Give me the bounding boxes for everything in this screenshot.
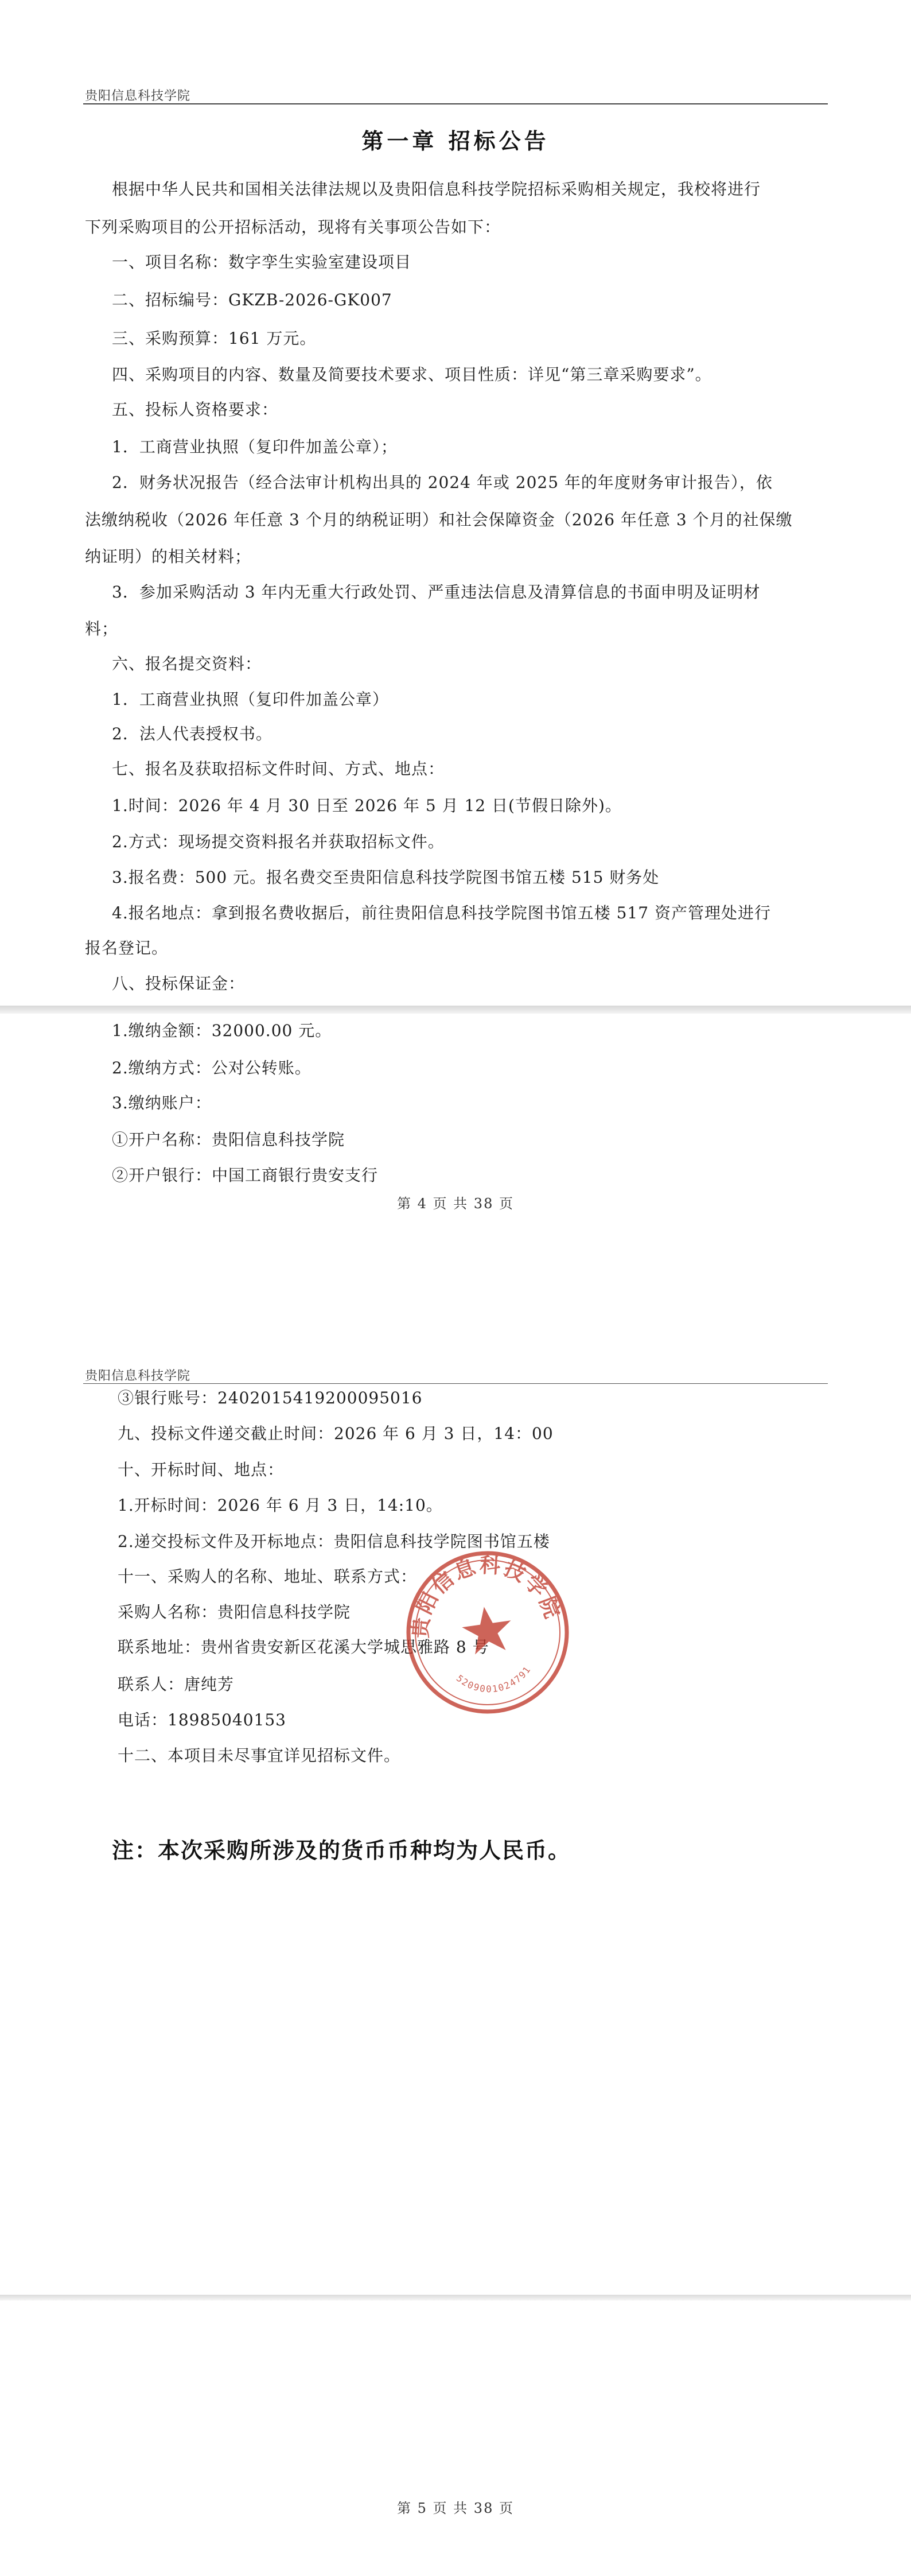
project-content: 四、采购项目的内容、数量及简要技术要求、项目性质：详见“第三章采购要求”。 xyxy=(112,365,712,384)
header-rule xyxy=(83,103,828,104)
page-header: 贵阳信息科技学院 xyxy=(85,89,191,103)
page-footer: 第 5 页 共 38 页 xyxy=(397,2500,514,2516)
seal-text: 贵阳信息科技学院 xyxy=(408,1553,565,1639)
header-rule xyxy=(83,1383,828,1384)
list-item: 3.报名费：500 元。报名费交至贵阳信息科技学院图书馆五楼 515 财务处 xyxy=(112,868,660,887)
contact-phone: 电话：18985040153 xyxy=(118,1710,286,1729)
currency-note: 注：本次采购所涉及的货币币种均为人民币。 xyxy=(112,1838,571,1863)
list-item-cont: 法缴纳税收（2026 年任意 3 个月的纳税证明）和社会保障资金（2026 年任意 3 个月的社保缴 xyxy=(85,510,793,529)
chapter-title: 第一章 招标公告 xyxy=(361,129,550,154)
intro-paragraph-line: 下列采购项目的公开招标活动，现将有关事项公告如下： xyxy=(85,218,501,236)
section-heading: 十一、采购人的名称、地址、联系方式： xyxy=(118,1567,418,1586)
list-item: 1.时间：2026 年 4 月 30 日至 2026 年 5 月 12 日(节假日除外)。 xyxy=(112,796,622,815)
list-item-cont: 报名登记。 xyxy=(85,938,169,957)
section-heading: 六、报名提交资料： xyxy=(112,654,262,673)
purchaser-name: 采购人名称：贵阳信息科技学院 xyxy=(118,1603,351,1621)
section-heading: 七、报名及获取招标文件时间、方式、地点： xyxy=(112,759,445,778)
list-item: 2.缴纳方式：公对公转账。 xyxy=(112,1058,312,1077)
document-page-4 xyxy=(0,0,911,1006)
list-item: 2.方式：现场提交资料报名并获取招标文件。 xyxy=(112,832,445,851)
budget: 三、采购预算：161 万元。 xyxy=(112,329,317,348)
intro-paragraph-line: 根据中华人民共和国相关法律法规以及贵阳信息科技学院招标采购相关规定，我校将进行 xyxy=(112,180,761,199)
section-heading: 十、开标时间、地点： xyxy=(118,1460,285,1479)
account-name: ①开户名称：贵阳信息科技学院 xyxy=(112,1130,345,1149)
list-item: 1．工商营业执照（复印件加盖公章）； xyxy=(112,437,398,456)
document-page-4-cont xyxy=(0,1014,911,1309)
section-heading: 八、投标保证金： xyxy=(112,974,246,993)
project-name: 一、项目名称：数字孪生实验室建设项目 xyxy=(112,253,412,271)
seal-number: 5209001024791 xyxy=(454,1663,534,1695)
contact-person: 联系人：唐纯芳 xyxy=(118,1675,235,1694)
list-item: 2．法人代表授权书。 xyxy=(112,724,272,743)
section-heading: 十二、本项目未尽事宜详见招标文件。 xyxy=(118,1746,401,1765)
list-item: 2.递交投标文件及开标地点：贵阳信息科技学院图书馆五楼 xyxy=(118,1532,550,1551)
page-header: 贵阳信息科技学院 xyxy=(85,1369,191,1383)
list-item-cont: 料； xyxy=(85,619,119,638)
document-page-5 xyxy=(0,1309,911,2576)
account-bank: ②开户银行：中国工商银行贵安支行 xyxy=(112,1166,379,1185)
list-item-cont: 纳证明）的相关材料； xyxy=(85,547,252,566)
section-heading: 五、投标人资格要求： xyxy=(112,400,279,419)
scan-shadow xyxy=(0,2295,911,2300)
svg-text:5209001024791 xyxy=(453,1663,536,1700)
tender-number: 二、招标编号：GKZB-2026-GK007 xyxy=(112,290,392,309)
page-footer: 第 4 页 共 38 页 xyxy=(397,1196,514,1212)
account-number: ③银行账号：2402015419200095016 xyxy=(118,1388,423,1407)
list-item: 2．财务状况报告（经合法审计机构出具的 2024 年或 2025 年的年度财务审计报告），依 xyxy=(112,473,773,492)
list-item: 1.开标时间：2026 年 6 月 3 日，14:10。 xyxy=(118,1496,443,1515)
list-item: 1.缴纳金额：32000.00 元。 xyxy=(112,1021,332,1040)
contact-address: 联系地址：贵州省贵安新区花溪大学城思雅路 8 号 xyxy=(118,1638,489,1656)
list-item: 3．参加采购活动 3 年内无重大行政处罚、严重违法信息及清算信息的书面申明及证明材 xyxy=(112,583,761,602)
official-seal-stamp xyxy=(391,1535,585,1730)
list-item: 4.报名地点：拿到报名费收据后，前往贵阳信息科技学院图书馆五楼 517 资产管理处进行 xyxy=(112,903,771,922)
deadline: 九、投标文件递交截止时间：2026 年 6 月 3 日，14：00 xyxy=(118,1424,554,1443)
list-item: 1．工商营业执照（复印件加盖公章） xyxy=(112,690,389,709)
list-item: 3.缴纳账户： xyxy=(112,1093,212,1112)
page-separator xyxy=(0,1006,911,1014)
